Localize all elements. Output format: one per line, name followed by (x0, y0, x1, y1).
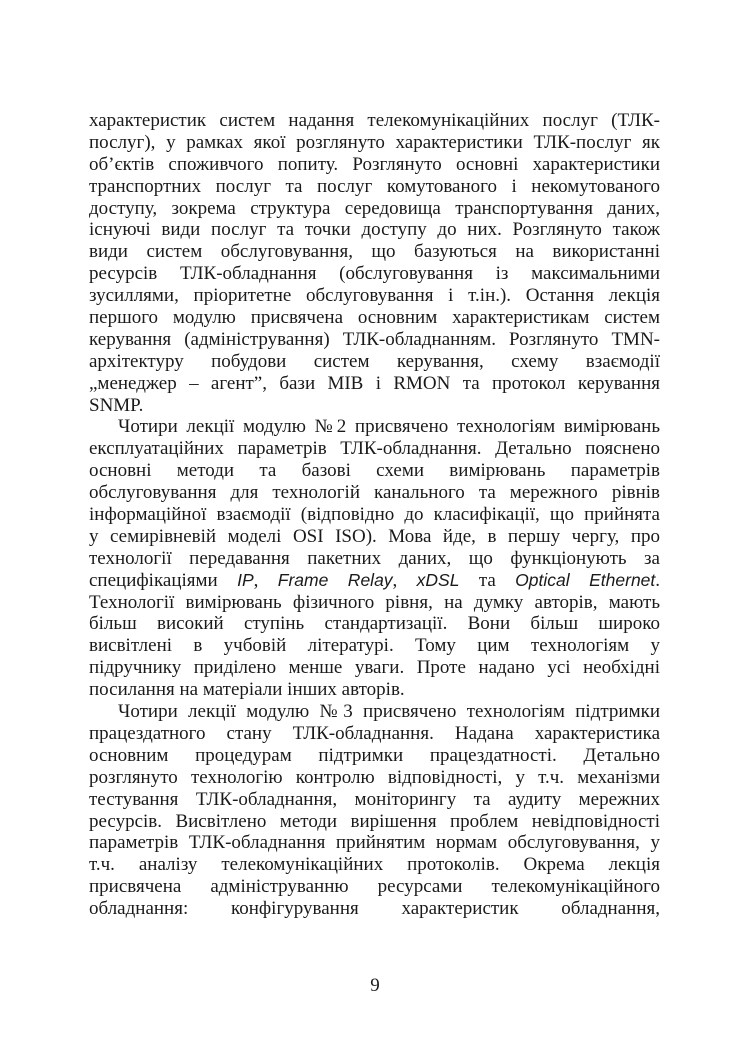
italic-term: IP (237, 569, 254, 590)
text-line: характеристик систем надання телекомунікаційних послуг (ТЛК- (89, 110, 660, 131)
text-line: параметрів ТЛК-обладнання прийнятим нормам обслуговування, у (89, 832, 660, 854)
text-line: посилання на матеріали інших авторів. (89, 679, 405, 701)
text-line: ресурсів ТЛК-обладнання (обслуговування із максимальними (89, 263, 660, 285)
text-line: Чотири лекції модулю №2 присвячено технологіям вимірювань (118, 416, 660, 438)
text-line: т.ч. аналізу телекомунікаційних протоколів. Окрема лекція (89, 854, 660, 876)
text-line: розглянуто технологію контролю відповідності, у т.ч. механізми (89, 766, 660, 788)
text-line (89, 570, 660, 592)
text-line: „менеджер – агент”, бази MIB і RMON та протокол керування (89, 372, 660, 394)
italic-term: Optical Ethernet (515, 569, 656, 590)
text-line: у семирівневій моделі OSI ISO). Мова йде, в першу чергу, про (89, 525, 660, 547)
text-line: Чотири лекції модулю №3 присвячено технологіям підтримки (118, 701, 660, 723)
text-line: архітектуру побудови систем керування, схему взаємодії (89, 350, 660, 372)
text-line: обладнання: конфігурування характеристик обладнання, (89, 898, 660, 920)
text-line: доступу, зокрема структура середовища транспортування даних, (89, 197, 660, 219)
text-line: об’єктів споживчого попиту. Розглянуто основні характеристики (89, 153, 660, 175)
text-segment: , (392, 569, 417, 591)
text-line: SNMP. (89, 394, 144, 416)
italic-term: Frame Relay (277, 569, 393, 590)
text-line: послуг), у рамках якої розглянуто характеристики ТЛК-послуг як (89, 131, 660, 153)
text-line: технології передавання пакетних даних, що функціонують за (89, 547, 660, 569)
text-line: обслуговування для технологій канального та мережного рівнів (89, 482, 660, 504)
text-line: види систем обслуговування, що базуються на використанні (89, 241, 660, 263)
text-line: основним процедурам підтримки працездатності. Детально (89, 744, 660, 766)
text-line: транспортних послуг та послуг комутованого і некомутованого (89, 175, 660, 197)
text-line: Технології вимірювань фізичного рівня, на думку авторів, мають (89, 591, 660, 613)
text-segment: . (655, 569, 661, 591)
text-line: зусиллями, пріоритетне обслуговування і т.ін.). Остання лекція (89, 285, 660, 307)
text-line: інформаційної взаємодії (відповідно до класифікації, що прийнята (89, 504, 660, 526)
body-text (89, 110, 660, 920)
text-line: ресурсів. Висвітлено методи вирішення проблем невідповідності (89, 810, 660, 832)
text-line: експлуатаційних параметрів ТЛК-обладнання. Детально пояснено (89, 438, 660, 460)
text-line: першого модулю присвячена основним характеристикам систем (89, 307, 660, 329)
text-line: підручнику приділено менше уваги. Проте надано усі необхідні (89, 657, 660, 679)
text-segment: специфікаціями (89, 569, 238, 591)
text-line: тестування ТЛК-обладнання, моніторингу та аудиту мережних (89, 788, 660, 810)
text-line: керування (адміністрування) ТЛК-обладнанням. Розглянуто TMN- (89, 328, 660, 350)
text-line: працездатного стану ТЛК-обладнання. Надана характеристика (89, 722, 660, 744)
italic-term: xDSL (416, 569, 460, 590)
text-segment: , (253, 569, 278, 591)
text-line: висвітлені в учбовій літературі. Тому цим технологіям у (89, 635, 660, 657)
text-line: присвячена адмініструванню ресурсами телекомунікаційного (89, 876, 660, 898)
text-segment: та (459, 569, 516, 591)
page-number: 9 (370, 975, 380, 996)
text-line: існуючі види послуг та точки доступу до них. Розглянуто також (89, 219, 660, 241)
text-line: основні методи та базові схеми вимірювань параметрів (89, 460, 660, 482)
text-line: більш високий ступінь стандартизації. Вони більш широко (89, 613, 660, 635)
